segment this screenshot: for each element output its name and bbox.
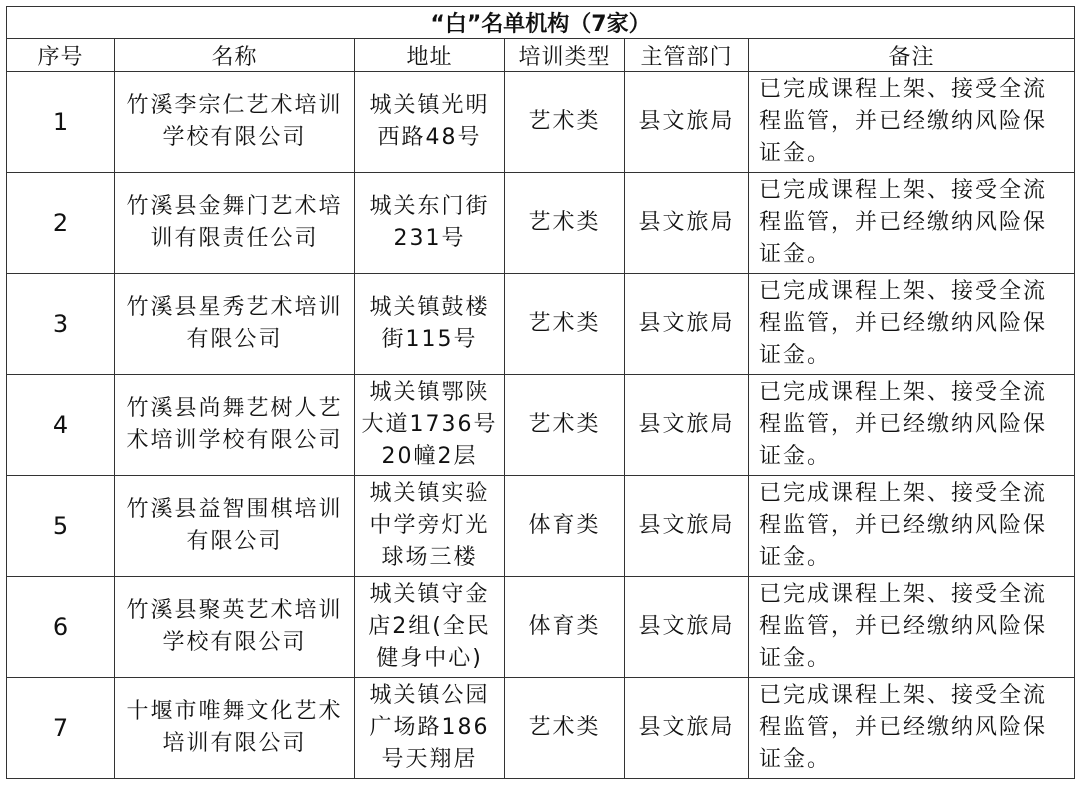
row-type: 艺术类: [505, 274, 625, 375]
row-type: 体育类: [505, 476, 625, 577]
whitelist-table: [6, 6, 1075, 779]
row-note: 已完成课程上架、接受全流程监管，并已经缴纳风险保证金。: [749, 577, 1075, 678]
row-dept: 县文旅局: [625, 375, 749, 476]
row-type: 艺术类: [505, 375, 625, 476]
header-row: [7, 39, 1075, 72]
row-dept: 县文旅局: [625, 678, 749, 779]
row-dept: 县文旅局: [625, 72, 749, 173]
row-address: 城关镇实验中学旁灯光球场三楼: [355, 476, 505, 577]
row-name: 竹溪县星秀艺术培训有限公司: [115, 274, 355, 375]
header-note: 备注: [749, 39, 1075, 72]
table-row: [7, 375, 1075, 476]
row-seq: 2: [7, 173, 115, 274]
header-seq: 序号: [7, 39, 115, 72]
row-seq: 6: [7, 577, 115, 678]
row-dept: 县文旅局: [625, 476, 749, 577]
row-note: 已完成课程上架、接受全流程监管，并已经缴纳风险保证金。: [749, 375, 1075, 476]
row-address: 城关镇光明西路48号: [355, 72, 505, 173]
table-row: [7, 274, 1075, 375]
table-title: “白”名单机构（7家）: [7, 7, 1075, 39]
row-address: 城关镇鄂陕大道1736号20幢2层: [355, 375, 505, 476]
row-note: 已完成课程上架、接受全流程监管，并已经缴纳风险保证金。: [749, 274, 1075, 375]
row-type: 艺术类: [505, 173, 625, 274]
table-row: [7, 173, 1075, 274]
row-address: 城关东门街231号: [355, 173, 505, 274]
row-dept: 县文旅局: [625, 173, 749, 274]
table-row: [7, 678, 1075, 779]
table-row: [7, 476, 1075, 577]
row-name: 十堰市唯舞文化艺术培训有限公司: [115, 678, 355, 779]
row-seq: 5: [7, 476, 115, 577]
table-row: [7, 72, 1075, 173]
header-type: 培训类型: [505, 39, 625, 72]
header-name: 名称: [115, 39, 355, 72]
row-dept: 县文旅局: [625, 577, 749, 678]
row-name: 竹溪县益智围棋培训有限公司: [115, 476, 355, 577]
row-address: 城关镇公园广场路186号天翔居: [355, 678, 505, 779]
row-address: 城关镇鼓楼街115号: [355, 274, 505, 375]
header-address: 地址: [355, 39, 505, 72]
row-name: 竹溪县聚英艺术培训学校有限公司: [115, 577, 355, 678]
row-note: 已完成课程上架、接受全流程监管，并已经缴纳风险保证金。: [749, 678, 1075, 779]
header-dept: 主管部门: [625, 39, 749, 72]
row-seq: 4: [7, 375, 115, 476]
row-address: 城关镇守金店2组(全民健身中心): [355, 577, 505, 678]
row-name: 竹溪县金舞门艺术培训有限责任公司: [115, 173, 355, 274]
row-seq: 7: [7, 678, 115, 779]
row-type: 体育类: [505, 577, 625, 678]
row-type: 艺术类: [505, 678, 625, 779]
row-note: 已完成课程上架、接受全流程监管，并已经缴纳风险保证金。: [749, 476, 1075, 577]
row-seq: 3: [7, 274, 115, 375]
row-dept: 县文旅局: [625, 274, 749, 375]
row-seq: 1: [7, 72, 115, 173]
table-row: [7, 577, 1075, 678]
row-type: 艺术类: [505, 72, 625, 173]
row-note: 已完成课程上架、接受全流程监管，并已经缴纳风险保证金。: [749, 72, 1075, 173]
row-name: 竹溪县尚舞艺树人艺术培训学校有限公司: [115, 375, 355, 476]
row-name: 竹溪李宗仁艺术培训学校有限公司: [115, 72, 355, 173]
row-note: 已完成课程上架、接受全流程监管，并已经缴纳风险保证金。: [749, 173, 1075, 274]
